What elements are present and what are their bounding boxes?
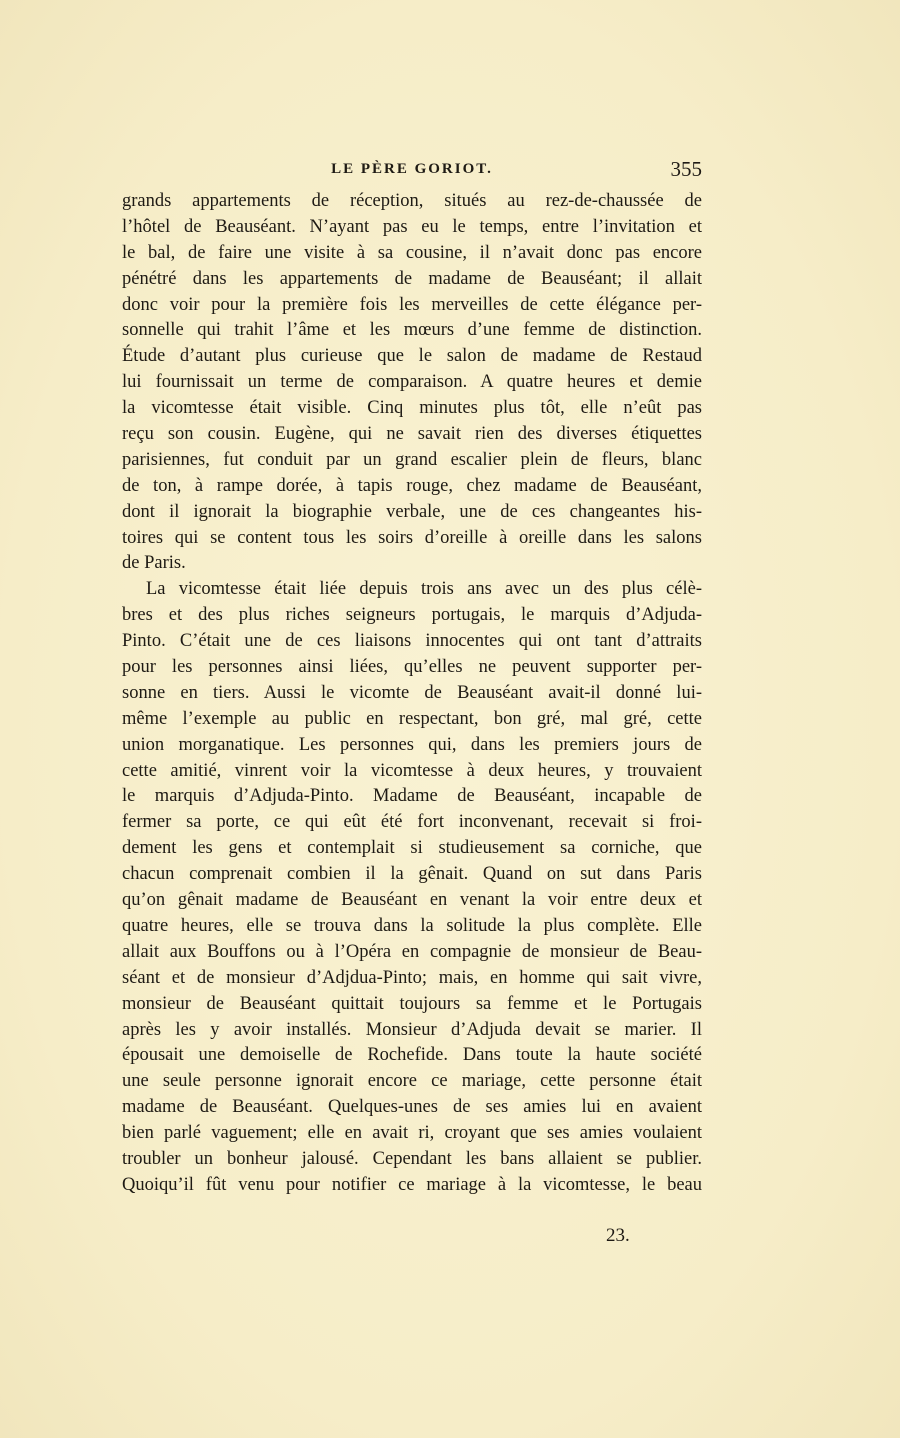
text-line: une seule personne ignorait encore ce mariage, cette personne était [122, 1071, 702, 1092]
text-line: l’hôtel de Beauséant. N’ayant pas eu le temps, entre l’invitation et [122, 216, 702, 237]
text-line: La vicomtesse était liée depuis trois ans avec un des plus célè- [146, 579, 702, 600]
text-line: qu’on gênait madame de Beauséant en venant la voir entre deux et [122, 890, 702, 911]
text-line: dement les gens et contemplait si studieusement sa corniche, que [122, 838, 702, 859]
text-line: allait aux Bouffons ou à l’Opéra en compagnie de monsieur de Beau- [122, 941, 702, 962]
text-line: la vicomtesse était visible. Cinq minutes plus tôt, elle n’eût pas [122, 398, 702, 419]
text-line: quatre heures, elle se trouva dans la solitude la plus complète. Elle [122, 915, 702, 936]
text-line: monsieur de Beauséant quittait toujours sa femme et le Portugais [122, 993, 702, 1014]
text-line: cette amitié, vinrent voir la vicomtesse à deux heures, y trouvaient [122, 760, 702, 781]
text-line: Pinto. C’était une de ces liaisons innocentes qui ont tant d’attraits [122, 631, 702, 652]
text-line: de Paris. [122, 553, 186, 574]
text-line: bien parlé vaguement; elle en avait ri, croyant que ses amies voulaient [122, 1123, 702, 1144]
text-line: lui fournissait un terme de comparaison. A quatre heures et demie [122, 372, 702, 393]
text-line: séant et de monsieur d’Adjdua-Pinto; mais, en homme qui sait vivre, [122, 967, 702, 988]
text-line: pour les personnes ainsi liées, qu’elles ne peuvent supporter per- [122, 657, 702, 678]
text-line: bres et des plus riches seigneurs portugais, le marquis d’Adjuda- [122, 605, 702, 626]
text-line: toires qui se content tous les soirs d’oreille à oreille dans les salons [122, 527, 702, 548]
text-line: sonnelle qui trahit l’âme et les mœurs d’une femme de distinction. [122, 320, 702, 341]
text-line: pénétré dans les appartements de madame de Beauséant; il allait [122, 268, 702, 289]
text-line: après les y avoir installés. Monsieur d’Adjuda devait se marier. Il [122, 1019, 702, 1040]
text-line: troubler un bonheur jalousé. Cependant les bans allaient se publier. [122, 1148, 702, 1169]
signature-mark: 23. [606, 1225, 630, 1246]
text-line: de ton, à rampe dorée, à tapis rouge, chez madame de Beauséant, [122, 475, 702, 496]
text-line: fermer sa porte, ce qui eût été fort inconvenant, recevait si froi- [122, 812, 702, 833]
text-line: union morganatique. Les personnes qui, dans les premiers jours de [122, 734, 702, 755]
text-line: Étude d’autant plus curieuse que le salon de madame de Restaud [122, 346, 702, 367]
text-line: Quoiqu’il fût venu pour notifier ce mariage à la vicomtesse, le beau [122, 1174, 702, 1195]
text-line: dont il ignorait la biographie verbale, une de ces changeantes his- [122, 501, 702, 522]
text-line: reçu son cousin. Eugène, qui ne savait rien des diverses étiquettes [122, 424, 702, 445]
text-line: épousait une demoiselle de Rochefide. Dans toute la haute société [122, 1045, 702, 1066]
running-title: LE PÈRE GORIOT. [331, 161, 493, 177]
text-line: même l’exemple au public en respectant, bon gré, mal gré, cette [122, 708, 702, 729]
text-line: grands appartements de réception, situés au rez-de-chaussée de [122, 191, 702, 211]
text-line: sonne en tiers. Aussi le vicomte de Beauséant avait-il donné lui- [122, 682, 702, 703]
text-line: le marquis d’Adjuda-Pinto. Madame de Beauséant, incapable de [122, 786, 702, 807]
text-line: madame de Beauséant. Quelques-unes de ses amies lui en avaient [122, 1097, 702, 1118]
page-header [122, 157, 702, 185]
text-line: donc voir pour la première fois les merveilles de cette élégance per- [122, 294, 702, 315]
text-line: parisiennes, fut conduit par un grand escalier plein de fleurs, blanc [122, 449, 702, 470]
text-line: le bal, de faire une visite à sa cousine, il n’avait donc pas encore [122, 242, 702, 263]
page-number: 355 [670, 157, 702, 181]
text-line: chacun comprenait combien il la gênait. Quand on sut dans Paris [122, 864, 702, 885]
page-body [122, 189, 702, 1199]
